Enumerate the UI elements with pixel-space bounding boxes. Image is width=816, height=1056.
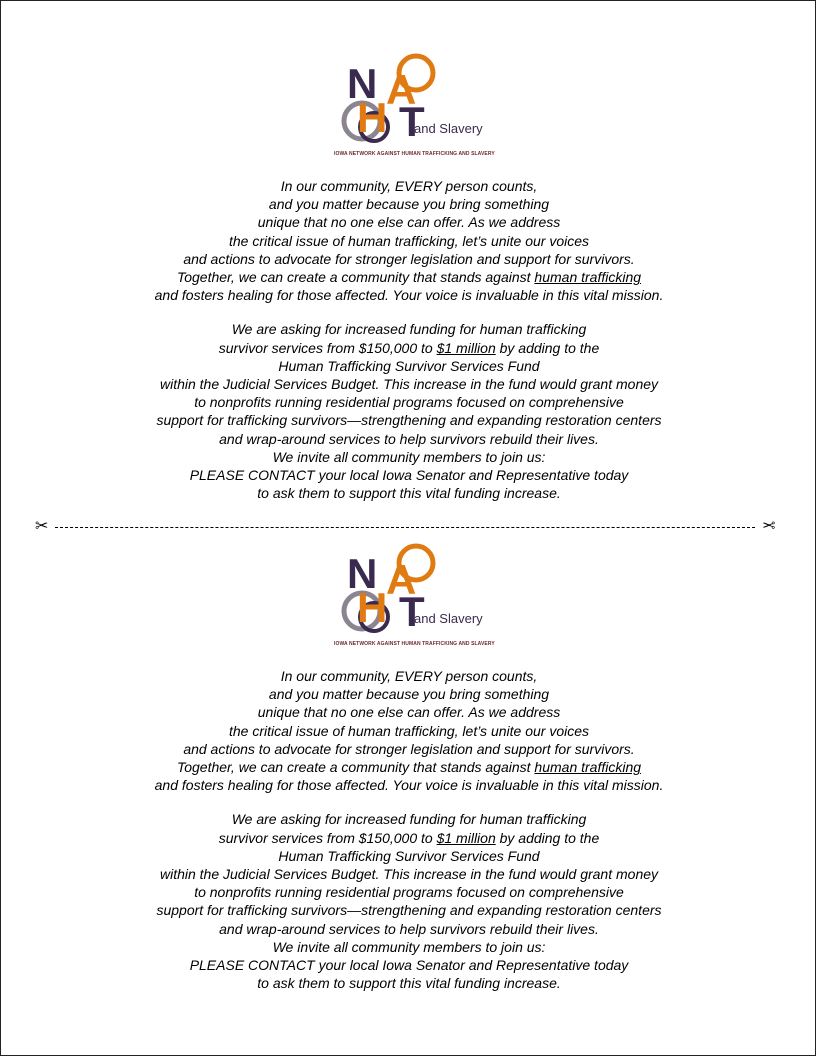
text-line: PLEASE CONTACT your local Iowa Senator and Representative today (189, 467, 629, 484)
cut-line (35, 518, 775, 535)
text-line (1, 758, 816, 776)
scissors-icon: ✂ (35, 518, 49, 535)
logo-letter-a: A (386, 66, 417, 113)
logo-letter-a: A (386, 556, 417, 603)
intro-paragraph (1, 667, 816, 794)
human-trafficking-emphasis: human trafficking (534, 759, 642, 776)
text-line: and you matter because you bring something (268, 196, 550, 213)
text-segment: survivor services from $150,000 to (218, 829, 437, 846)
scissors-icon: ✂ (761, 518, 775, 535)
logo-letter-n: N (347, 60, 378, 107)
text-line: and fosters healing for those affected. Your voice is invaluable in this vital mission. (154, 777, 664, 794)
text-line: Human Trafficking Survivor Services Fund (278, 357, 540, 374)
text-line: the critical issue of human trafficking, let’s unite our voices (228, 722, 590, 739)
text-line: and wrap-around services to help survivors rebuild their lives. (219, 430, 599, 447)
funding-paragraph (1, 810, 816, 992)
text-line: to nonprofits running residential programs focused on comprehensive (194, 394, 624, 411)
text-segment: Together, we can create a community that stands against (176, 269, 535, 286)
text-line: unique that no one else can offer. As we address (257, 704, 561, 721)
text-line: We are asking for increased funding for human trafficking (231, 321, 587, 338)
text-line: to nonprofits running residential programs focused on comprehensive (194, 884, 624, 901)
logo-org-name: IOWA NETWORK AGAINST HUMAN TRAFFICKING AND SLAVERY (334, 641, 495, 647)
funding-amount-emphasis: $1 million (436, 339, 496, 356)
text-line: and wrap-around services to help survivors rebuild their lives. (219, 920, 599, 937)
text-line: the critical issue of human trafficking, let’s unite our voices (228, 232, 590, 249)
text-line: and actions to advocate for stronger legislation and support for survivors. (183, 740, 635, 757)
text-line: support for trafficking survivors—strengthening and expanding restoration centers (156, 902, 662, 919)
text-line: within the Judicial Services Budget. This increase in the fund would grant money (159, 866, 659, 883)
intro-paragraph (1, 177, 816, 304)
logo-letter-h: H (357, 584, 388, 631)
text-line: to ask them to support this vital funding increase. (257, 975, 561, 992)
text-line (1, 268, 816, 286)
text-line: and fosters healing for those affected. Your voice is invaluable in this vital mission. (154, 287, 664, 304)
naht-logo (334, 541, 495, 651)
dashed-divider (55, 527, 755, 528)
text-segment: by adding to the (495, 829, 600, 846)
text-line: within the Judicial Services Budget. This increase in the fund would grant money (159, 376, 659, 393)
funding-amount-emphasis: $1 million (436, 829, 496, 846)
text-line: support for trafficking survivors—strengthening and expanding restoration centers (156, 412, 662, 429)
logo-letter-t: T (399, 98, 425, 145)
text-segment: Together, we can create a community that stands against (176, 759, 535, 776)
text-line: We are asking for increased funding for human trafficking (231, 811, 587, 828)
text-segment: by adding to the (495, 339, 600, 356)
text-line: In our community, EVERY person counts, (280, 668, 538, 684)
logo-letter-t: T (399, 588, 425, 635)
logo-suffix: and Slavery (414, 611, 483, 626)
flyer-bottom (1, 541, 816, 992)
text-line (1, 339, 816, 357)
funding-paragraph (1, 320, 816, 502)
text-line (1, 829, 816, 847)
text-line: PLEASE CONTACT your local Iowa Senator and Representative today (189, 957, 629, 974)
logo-letter-h: H (357, 94, 388, 141)
text-line: unique that no one else can offer. As we address (257, 214, 561, 231)
text-line: We invite all community members to join us: (272, 938, 546, 955)
text-line: and you matter because you bring something (268, 686, 550, 703)
logo-letter-n: N (347, 550, 378, 597)
naht-logo (334, 51, 495, 161)
text-line: Human Trafficking Survivor Services Fund (278, 847, 540, 864)
human-trafficking-emphasis: human trafficking (534, 269, 642, 286)
flyer-top (1, 51, 816, 502)
logo-org-name: IOWA NETWORK AGAINST HUMAN TRAFFICKING AND SLAVERY (334, 151, 495, 157)
text-segment: survivor services from $150,000 to (218, 339, 437, 356)
text-line: and actions to advocate for stronger legislation and support for survivors. (183, 250, 635, 267)
text-line: to ask them to support this vital funding increase. (257, 485, 561, 502)
text-line: In our community, EVERY person counts, (280, 178, 538, 194)
text-line: We invite all community members to join us: (272, 448, 546, 465)
logo-suffix: and Slavery (414, 121, 483, 136)
